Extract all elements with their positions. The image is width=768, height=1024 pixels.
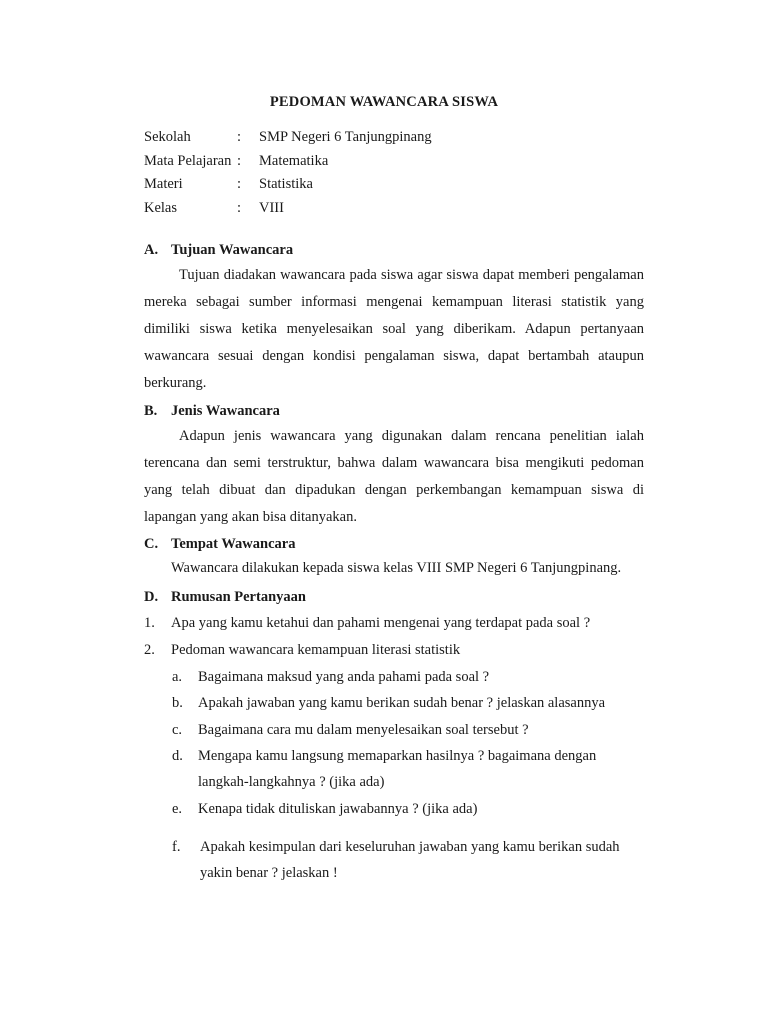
- sub-list-text: Apakah jawaban yang kamu berikan sudah benar ? jelaskan alasannya: [198, 695, 606, 711]
- sub-list-letter: c.: [172, 722, 183, 738]
- section-letter: A.: [144, 242, 159, 258]
- section-title: Rumusan Pertanyaan: [171, 589, 306, 605]
- sub-list-letter: b.: [172, 695, 183, 711]
- list-text: Pedoman wawancara kemampuan literasi statistik: [171, 642, 461, 658]
- sub-list-text: Apakah kesimpulan dari keseluruhan jawaban yang kamu berikan sudah yakin benar ? jelaskan !: [200, 839, 620, 881]
- list-number: 1.: [144, 615, 155, 631]
- section-questions: [144, 587, 644, 607]
- info-separator: :: [237, 129, 242, 145]
- info-separator: :: [237, 152, 242, 169]
- info-separator: :: [237, 199, 242, 216]
- section-paragraph: Wawancara dilakukan kepada siswa kelas VIII SMP Negeri 6 Tanjungpinang.: [171, 560, 622, 576]
- list-number: 2.: [144, 642, 155, 658]
- section-paragraph: Adapun jenis wawancara yang digunakan dalam rencana penelitian ialah terencana dan semi terstruktur, bahwa dalam wawancara bisa mengikuti pedoman yang telah dibuat dan dipadukan dengan perkembangan kemampuan siswa di lapangan yang akan bisa ditanyakan.: [144, 428, 644, 525]
- list-text: Apa yang kamu ketahui dan pahami mengenai yang terdapat pada soal ?: [171, 615, 591, 631]
- sub-list-letter: a.: [172, 669, 183, 685]
- info-separator: :: [237, 176, 242, 192]
- info-value: Statistika: [259, 176, 313, 192]
- sub-list-text: Kenapa tidak dituliskan jawabannya ? (jika ada): [198, 801, 478, 817]
- section-place: [144, 534, 644, 586]
- section-title: Tempat Wawancara: [171, 536, 296, 552]
- section-purpose: [144, 240, 644, 397]
- section-heading: [144, 534, 644, 554]
- sub-list-letter: e.: [172, 801, 183, 817]
- section-letter: D.: [144, 589, 159, 605]
- section-paragraph: Tujuan diadakan wawancara pada siswa agar siswa dapat memberi pengalaman mereka sebagai sumber informasi mengenai kemampuan literasi statistik yang dimiliki siswa ketika menyelesaikan soal yang diberikam. Adapun pertanyaan wawancara sesuai dengan kondisi pengalaman siswa, dapat bertambah ataupun berkurang.: [144, 267, 644, 391]
- sub-list-letter: d.: [172, 748, 183, 764]
- info-label: Materi: [144, 176, 183, 192]
- section-heading: [144, 401, 644, 421]
- info-value: VIII: [259, 199, 284, 216]
- document-title: PEDOMAN WAWANCARA SISWA: [269, 94, 499, 110]
- section-letter: B.: [144, 403, 158, 419]
- section-heading: [144, 240, 644, 260]
- section-letter: C.: [144, 536, 159, 552]
- section-title: Tujuan Wawancara: [171, 242, 294, 258]
- sub-list-text: Bagaimana cara mu dalam menyelesaikan soal tersebut ?: [198, 722, 529, 738]
- section-type: [144, 401, 644, 531]
- info-label: Sekolah: [144, 129, 191, 145]
- info-label: Kelas: [144, 199, 178, 216]
- section-title: Jenis Wawancara: [171, 403, 280, 419]
- info-value: Matematika: [259, 152, 329, 169]
- section-heading: [144, 587, 644, 607]
- info-label: Mata Pelajaran: [144, 152, 232, 169]
- sub-list-text: Mengapa kamu langsung memaparkan hasilnya ? bagaimana dengan langkah-langkahnya ? (jika ada): [198, 748, 597, 790]
- info-value: SMP Negeri 6 Tanjungpinang: [259, 129, 432, 145]
- sub-list-letter: f.: [172, 839, 181, 855]
- sub-list-text: Bagaimana maksud yang anda pahami pada soal ?: [198, 669, 490, 685]
